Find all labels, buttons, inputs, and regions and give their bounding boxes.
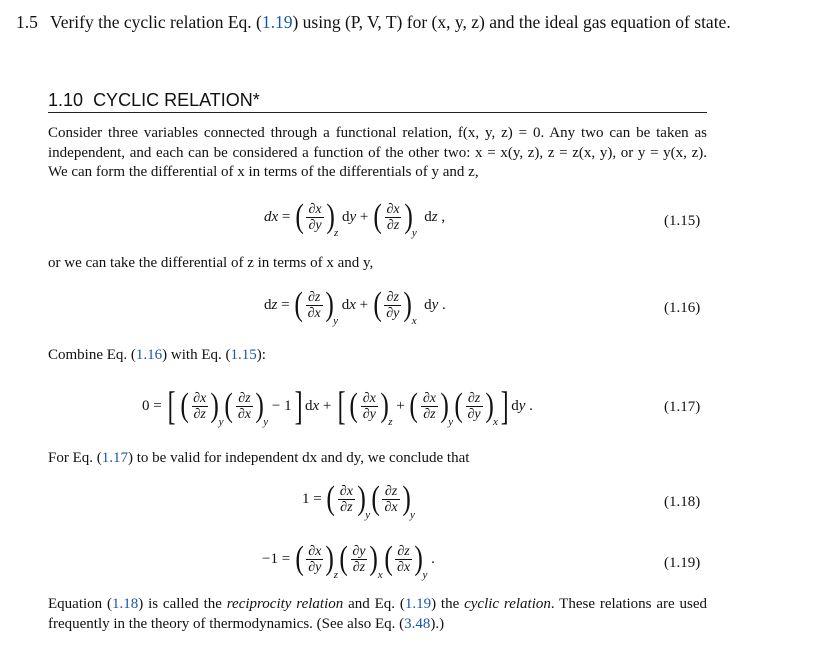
equation-number-1-16: (1.16)	[664, 300, 701, 316]
equation-number-1-17: (1.17)	[664, 399, 701, 415]
final-ref-1-19[interactable]: 1.19	[404, 596, 432, 612]
equation-1-19: −1 = ( $\frac{\partial x}{\partial y}$ ) z ( $\frac{\partial y}{\partial z}$ ) x ( $\frac{\partial z}{\partial x}$ ) y .	[262, 540, 435, 581]
final-ref-1-18[interactable]: 1.18	[112, 596, 139, 612]
combine-text-start: Combine Eq. (	[48, 347, 136, 363]
valid-ref-1-17[interactable]: 1.17	[101, 450, 128, 466]
final-text-3: and Eq. (	[343, 596, 405, 612]
combine-text-end: ):	[256, 347, 266, 363]
reciprocity-relation-term: reciprocity relation	[226, 596, 344, 612]
problem-ref-link[interactable]: 1.19	[261, 12, 293, 32]
section-rule	[48, 112, 707, 113]
dz-intro-paragraph: or we can take the differential of z in terms of x and y,	[48, 255, 374, 271]
combine-ref-1-15[interactable]: 1.15	[230, 347, 257, 363]
cyclic-relation-term: cyclic relation	[464, 596, 551, 612]
final-text-6: ).)	[430, 615, 445, 632]
final-paragraph	[48, 595, 707, 634]
equation-number-1-18: (1.18)	[664, 494, 701, 510]
problem-text	[50, 10, 800, 35]
equation-1-16: dz = ( $\frac{\partial z}{\partial x}$ ) y dx + ( $\frac{\partial z}{\partial y}$ ) x dy .	[264, 286, 446, 327]
final-text-1: Equation (	[48, 596, 112, 612]
section-number: 1.10	[48, 90, 84, 110]
problem-text-start: Verify the cyclic relation Eq. (	[50, 12, 262, 32]
combine-paragraph	[48, 346, 707, 366]
problem-text-end: ) using (P, V, T) for (x, y, z) and the ideal gas equation of state.	[292, 12, 731, 32]
valid-text-end: ) to be valid for independent dx and dy, we conclude that	[128, 450, 470, 466]
section-title: CYCLIC RELATION*	[93, 90, 260, 110]
intro-paragraph: Consider three variables connected through a functional relation, f(x, y, z) = 0. Any two can be taken as independent, and each can be considered a function of the other two: x = x(y, z), z = z(x, y), or y = y(x, z). We can form the differential of x in terms of the differentials of y and z,	[48, 125, 707, 180]
equation-1-17: 0 = [ ( $\frac{\partial x}{\partial z}$ ) y ( $\frac{\partial z}{\partial x}$ ) y − 1 ] dx + [ ( $\frac{\partial x}{\partial y}$ ) z + ( $\frac{\partial x}{\partial z}$ ) y ( $\frac{\partial z}{\partial y}$ ) x ] dy .	[142, 383, 533, 428]
valid-text-start: For Eq. (	[48, 450, 102, 466]
section-heading	[48, 90, 707, 112]
problem-number: 1.5	[16, 12, 38, 32]
final-text-5: . These relations are used frequently in the theory of thermodynamics. (See also Eq. (	[48, 596, 707, 632]
final-text-4: ) the	[431, 596, 465, 612]
valid-paragraph	[48, 449, 707, 469]
equation-number-1-15: (1.15)	[664, 213, 701, 229]
final-text-2: ) is called the	[138, 596, 227, 612]
equation-1-15: dx = ( $\frac{\partial x}{\partial y}$ ) z dy + ( $\frac{\partial x}{\partial z}$ ) y dz ,	[264, 198, 446, 239]
final-ref-3-48[interactable]: 3.48	[404, 615, 431, 632]
equation-1-18: 1 = ( $\frac{\partial x}{\partial z}$ ) y ( $\frac{\partial z}{\partial x}$ ) y	[302, 480, 415, 521]
equation-number-1-19: (1.19)	[664, 555, 701, 571]
combine-ref-1-16[interactable]: 1.16	[135, 347, 163, 363]
combine-text-mid: ) with Eq. (	[162, 347, 231, 363]
